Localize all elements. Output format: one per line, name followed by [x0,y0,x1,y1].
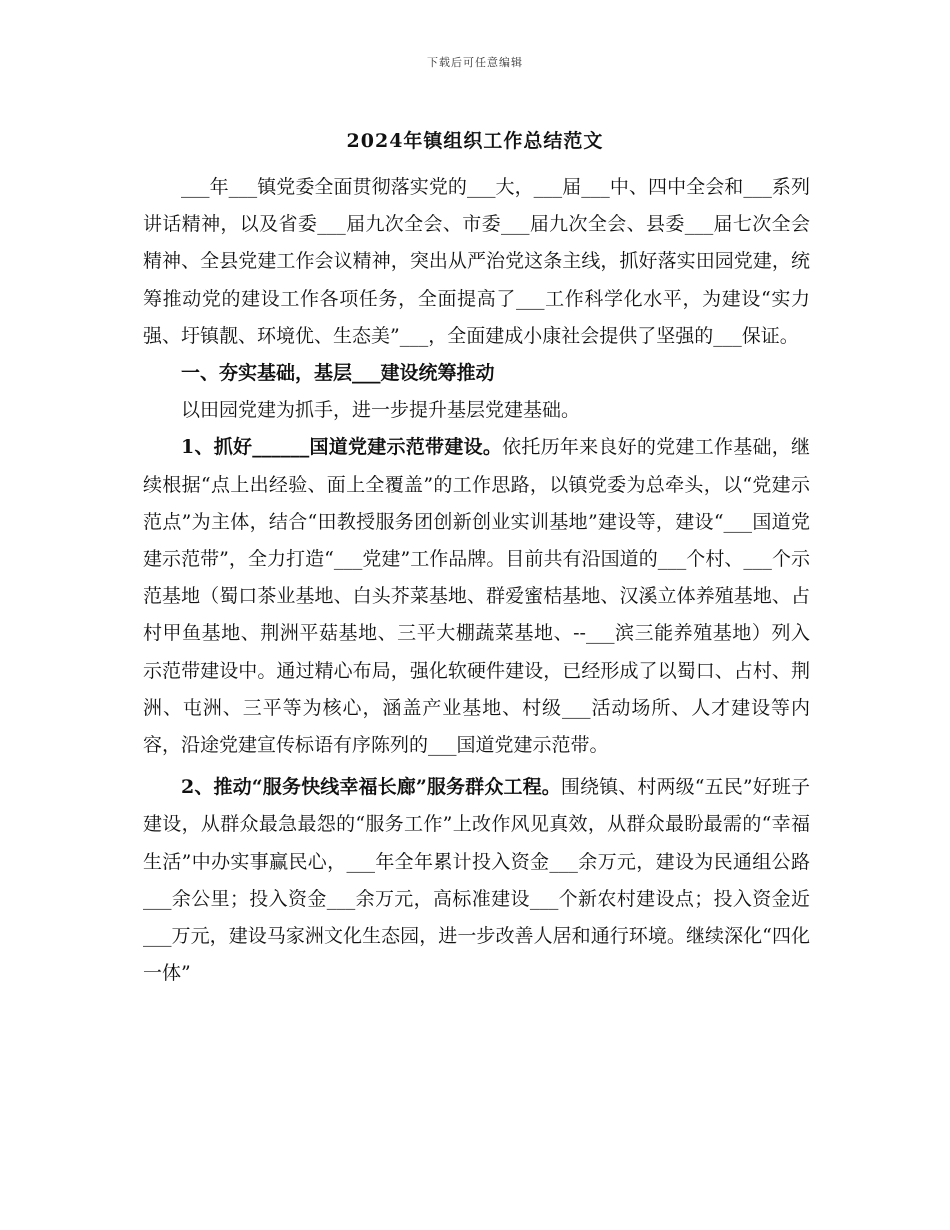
item-2-body: 围绕镇、村两级“五民”好班子建设，从群众最急最怨的“服务工作”上改作风见真效，从群众最盼最需的“幸福生活”中办实事赢民心，___年全年累计投入资金___余万元，建设为民通组公路___余公里；投入资金___余万元，高标准建设___个新农村建设点；投入资金近___万元，建设马家洲文化生态园，进一步改善人居和通行环境。继续深化“四化一体” [143,776,810,985]
item-2-heading: 2、推动“服务快线幸福长廊”服务群众工程。 [181,776,561,799]
intro-paragraph: ___年___镇党委全面贯彻落实党的___大，___届___中、四中全会和___系列讲话精神，以及省委___届九次全会、市委___届九次全会、县委___届七次全会精神、全县党建工作会议精神，突出从严治党这条主线，抓好落实田园党建，统筹推动党的建设工作各项任务，全面提高了___工作科学化水平，为建设“实力强、圩镇靓、环境优、生态美”___，全面建成小康社会提供了坚强的___保证。 [143,176,810,347]
page-header-note: 下载后可任意编辑 [427,56,523,69]
section-1-lead: 以田园党建为抓手，进一步提升基层党建基础。 [181,399,581,422]
item-1-body: 依托历年来良好的党建工作基础，继续根据“点上出经验、面上全覆盖”的工作思路，以镇党委为总牵头，以“党建示范点”为主体，结合“田教授服务团创新创业实训基地”建设等，建设“___国道党建示范带”，全力打造“___党建”工作品牌。目前共有沿国道的___个村、___个示范基地（蜀口茶业基地、白头芥菜基地、群爱蜜桔基地、汉溪立体养殖基地、占村甲鱼基地、荆洲平菇基地、三平大棚蔬菜基地、--___滨三能养殖基地）列入示范带建设中。通过精心布局，强化软硬件建设，已经形成了以蜀口、占村、荆洲、屯洲、三平等为核心，涵盖产业基地、村级___活动场所、人才建设等内容，沿途党建宣传标语有序陈列的___国道党建示范带。 [143,436,810,757]
document-title: 2024年镇组织工作总结范文 [346,130,604,152]
item-1-heading: 1、抓好______国道党建示范带建设。 [181,436,503,459]
item-2-paragraph [143,769,810,992]
document-body [143,169,810,992]
section-1-heading: 一、夯实基础，基层___建设统筹推动 [181,362,495,385]
item-1-paragraph [143,429,810,764]
